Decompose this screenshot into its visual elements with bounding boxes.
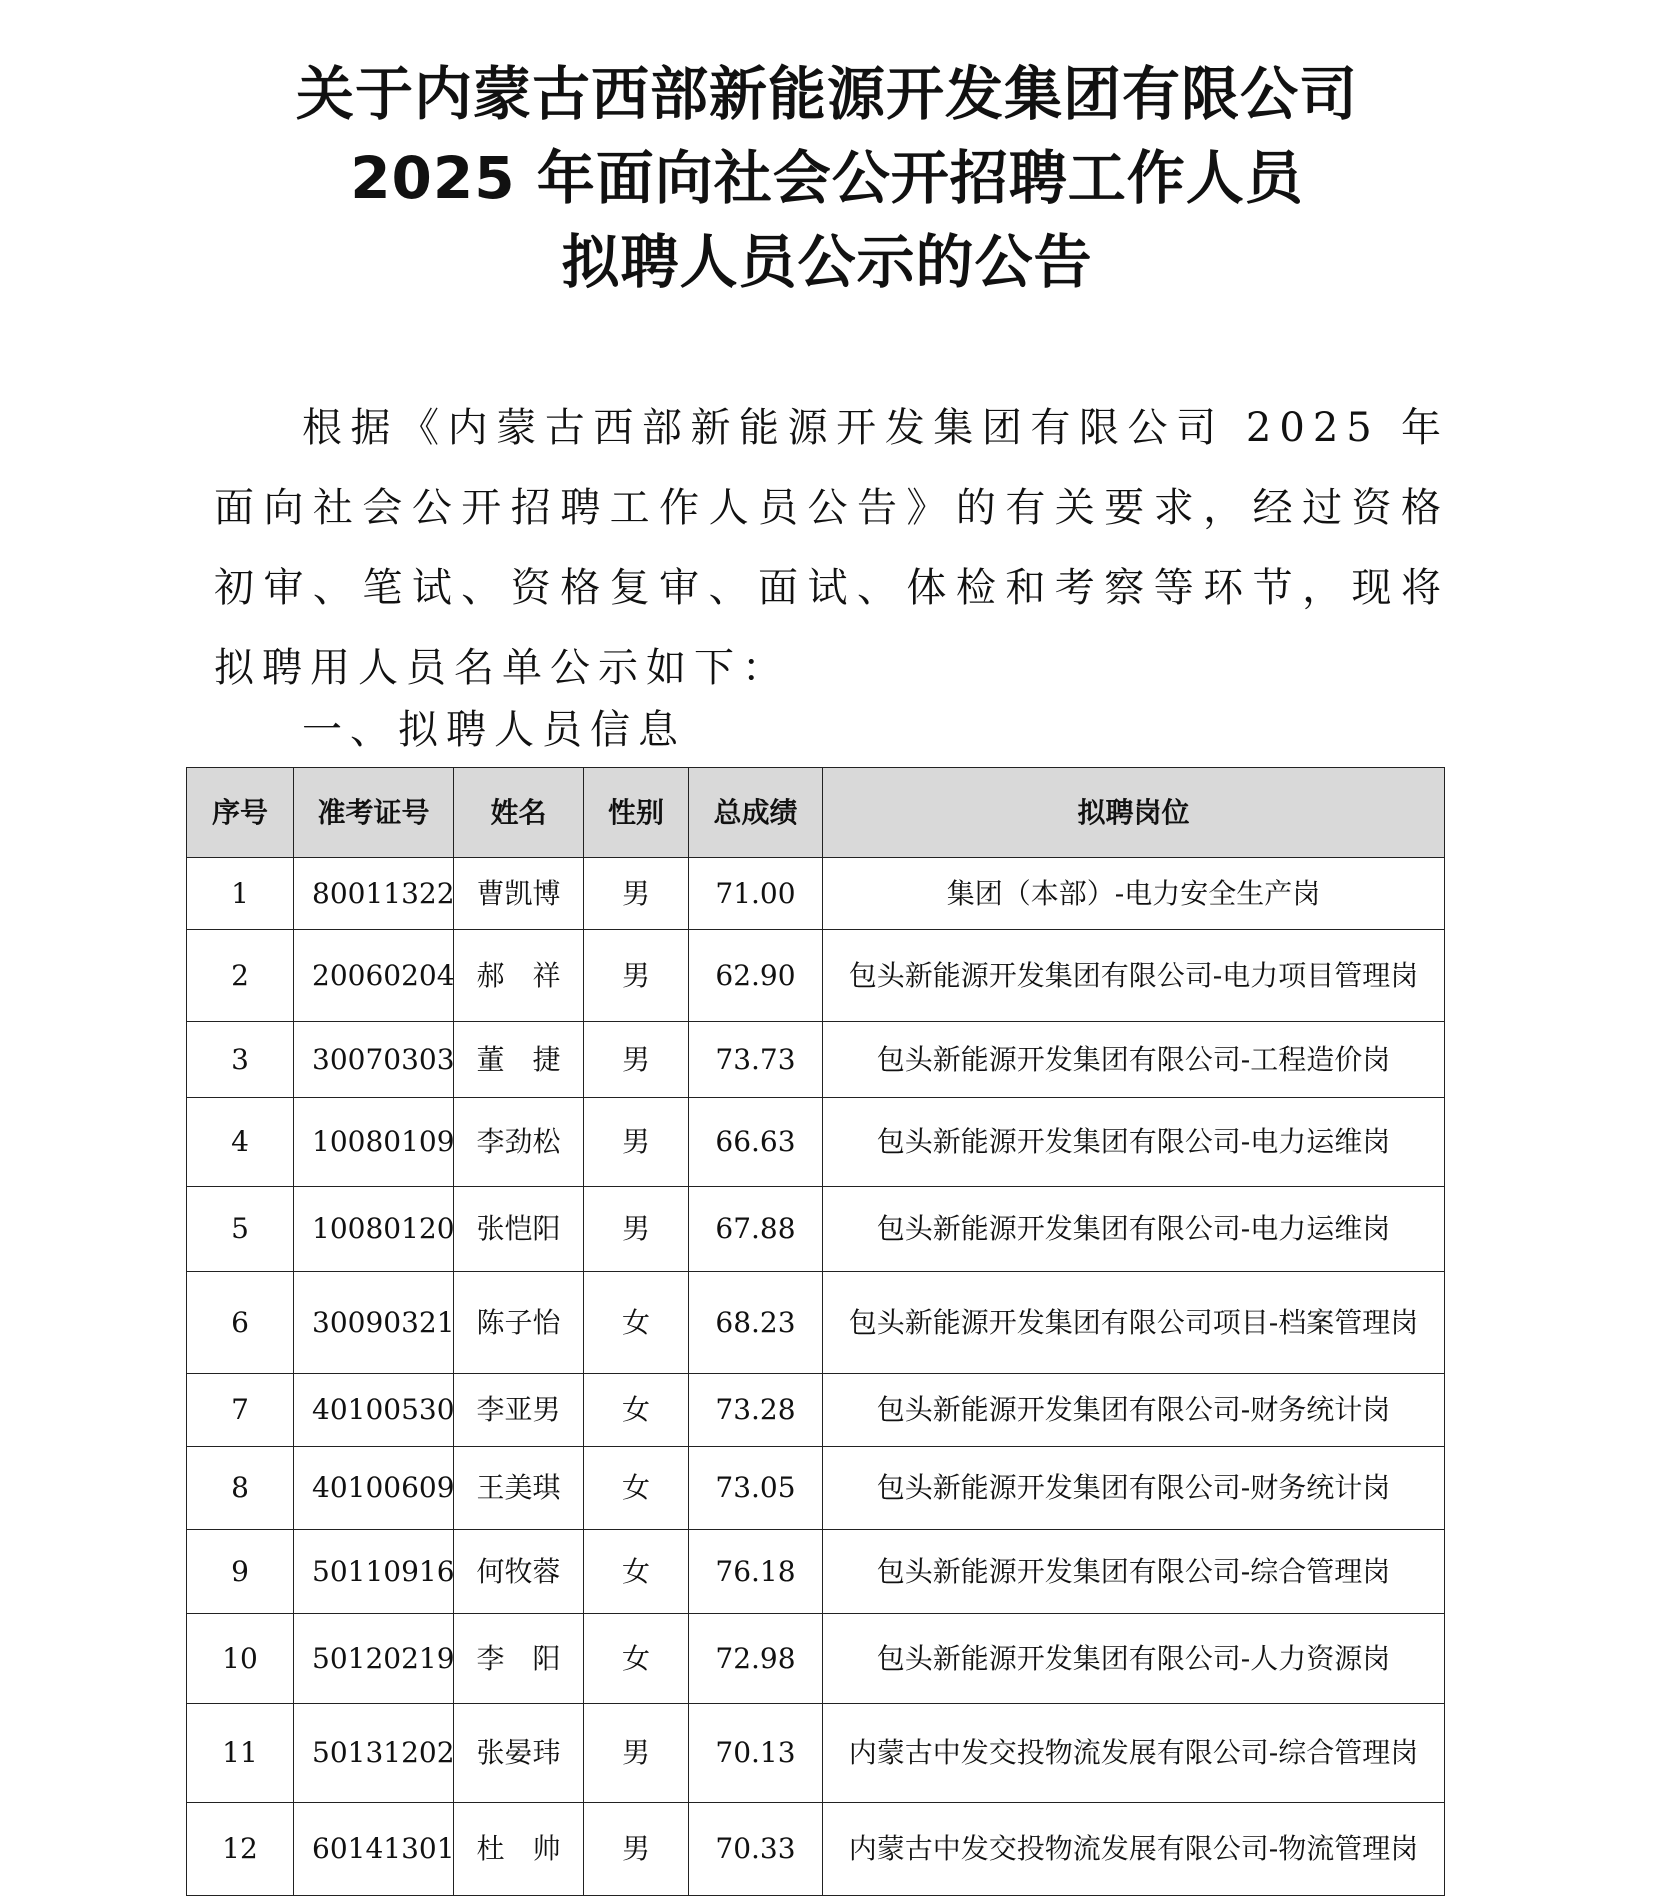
document-title: [0, 52, 1654, 304]
cell-position: 包头新能源开发集团有限公司-人力资源岗: [823, 1614, 1445, 1704]
cell-seq: 9: [187, 1530, 294, 1614]
cell-gender: 女: [584, 1447, 689, 1530]
cell-score: 68.23: [689, 1272, 823, 1374]
cell-seq: 3: [187, 1022, 294, 1098]
cell-name: 张晏玮: [454, 1704, 584, 1803]
title-line-1: 关于内蒙古西部新能源开发集团有限公司: [295, 60, 1358, 128]
cell-exam-id: 20060204: [294, 930, 454, 1022]
cell-position: 包头新能源开发集团有限公司-工程造价岗: [823, 1022, 1445, 1098]
cell-exam-id: 50131202: [294, 1704, 454, 1803]
cell-name: 董 捷: [454, 1022, 584, 1098]
cell-position: 集团（本部）-电力安全生产岗: [823, 858, 1445, 930]
cell-seq: 4: [187, 1098, 294, 1187]
cell-seq: 11: [187, 1704, 294, 1803]
column-header: 序号: [187, 768, 294, 858]
table-row: [187, 1098, 1445, 1187]
cell-gender: 男: [584, 1803, 689, 1896]
cell-position: 包头新能源开发集团有限公司-财务统计岗: [823, 1447, 1445, 1530]
cell-exam-id: 40100530: [294, 1374, 454, 1447]
table-header-row: [187, 768, 1445, 858]
section-heading: 一、拟聘人员信息: [302, 707, 686, 753]
table-row: [187, 1803, 1445, 1896]
column-header: 姓名: [454, 768, 584, 858]
cell-score: 70.13: [689, 1704, 823, 1803]
cell-seq: 8: [187, 1447, 294, 1530]
cell-name: 李 阳: [454, 1614, 584, 1704]
cell-name: 李亚男: [454, 1374, 584, 1447]
cell-seq: 6: [187, 1272, 294, 1374]
cell-gender: 男: [584, 1187, 689, 1272]
cell-name: 张恺阳: [454, 1187, 584, 1272]
cell-gender: 男: [584, 1704, 689, 1803]
cell-exam-id: 30090321: [294, 1272, 454, 1374]
cell-gender: 男: [584, 1022, 689, 1098]
table-row: [187, 1187, 1445, 1272]
cell-score: 73.28: [689, 1374, 823, 1447]
cell-exam-id: 40100609: [294, 1447, 454, 1530]
cell-score: 71.00: [689, 858, 823, 930]
cell-exam-id: 30070303: [294, 1022, 454, 1098]
cell-name: 王美琪: [454, 1447, 584, 1530]
title-line-3: 拟聘人员公示的公告: [561, 228, 1093, 296]
cell-position: 包头新能源开发集团有限公司-电力项目管理岗: [823, 930, 1445, 1022]
column-header: 准考证号: [294, 768, 454, 858]
cell-seq: 5: [187, 1187, 294, 1272]
cell-score: 76.18: [689, 1530, 823, 1614]
cell-name: 何牧蓉: [454, 1530, 584, 1614]
cell-exam-id: 10080120: [294, 1187, 454, 1272]
table-row: [187, 1374, 1445, 1447]
cell-position: 包头新能源开发集团有限公司项目-档案管理岗: [823, 1272, 1445, 1374]
cell-position: 包头新能源开发集团有限公司-财务统计岗: [823, 1374, 1445, 1447]
cell-position: 内蒙古中发交投物流发展有限公司-综合管理岗: [823, 1704, 1445, 1803]
cell-name: 曹凯博: [454, 858, 584, 930]
cell-position: 内蒙古中发交投物流发展有限公司-物流管理岗: [823, 1803, 1445, 1896]
cell-exam-id: 60141301: [294, 1803, 454, 1896]
cell-exam-id: 80011322: [294, 858, 454, 930]
column-header: 总成绩: [689, 768, 823, 858]
table-row: [187, 1530, 1445, 1614]
cell-score: 73.05: [689, 1447, 823, 1530]
intro-paragraph: 根据《内蒙古西部新能源开发集团有限公司 2025 年面向社会公开招聘工作人员公告》的有关要求，经过资格初审、笔试、资格复审、面试、体检和考察等环节，现将拟聘用人员名单公示如下：: [214, 405, 1449, 691]
cell-name: 郝 祥: [454, 930, 584, 1022]
table-row: [187, 1614, 1445, 1704]
column-header: 性别: [584, 768, 689, 858]
cell-name: 杜 帅: [454, 1803, 584, 1896]
cell-position: 包头新能源开发集团有限公司-电力运维岗: [823, 1098, 1445, 1187]
cell-seq: 10: [187, 1614, 294, 1704]
cell-name: 李劲松: [454, 1098, 584, 1187]
cell-gender: 女: [584, 1614, 689, 1704]
cell-gender: 女: [584, 1374, 689, 1447]
cell-seq: 12: [187, 1803, 294, 1896]
cell-score: 73.73: [689, 1022, 823, 1098]
cell-gender: 男: [584, 930, 689, 1022]
cell-score: 70.33: [689, 1803, 823, 1896]
table-row: [187, 1022, 1445, 1098]
cell-seq: 2: [187, 930, 294, 1022]
cell-exam-id: 50110916: [294, 1530, 454, 1614]
cell-exam-id: 10080109: [294, 1098, 454, 1187]
title-line-2: 2025 年面向社会公开招聘工作人员: [350, 144, 1304, 212]
cell-gender: 女: [584, 1272, 689, 1374]
table-row: [187, 1704, 1445, 1803]
cell-score: 72.98: [689, 1614, 823, 1704]
table-row: [187, 1272, 1445, 1374]
candidates-table: [186, 767, 1445, 1896]
cell-score: 66.63: [689, 1098, 823, 1187]
table-row: [187, 1447, 1445, 1530]
cell-position: 包头新能源开发集团有限公司-综合管理岗: [823, 1530, 1445, 1614]
cell-exam-id: 50120219: [294, 1614, 454, 1704]
cell-seq: 1: [187, 858, 294, 930]
cell-score: 62.90: [689, 930, 823, 1022]
cell-seq: 7: [187, 1374, 294, 1447]
cell-gender: 男: [584, 858, 689, 930]
table-row: [187, 930, 1445, 1022]
column-header: 拟聘岗位: [823, 768, 1445, 858]
table-row: [187, 858, 1445, 930]
cell-position: 包头新能源开发集团有限公司-电力运维岗: [823, 1187, 1445, 1272]
cell-gender: 女: [584, 1530, 689, 1614]
cell-score: 67.88: [689, 1187, 823, 1272]
cell-name: 陈子怡: [454, 1272, 584, 1374]
cell-gender: 男: [584, 1098, 689, 1187]
